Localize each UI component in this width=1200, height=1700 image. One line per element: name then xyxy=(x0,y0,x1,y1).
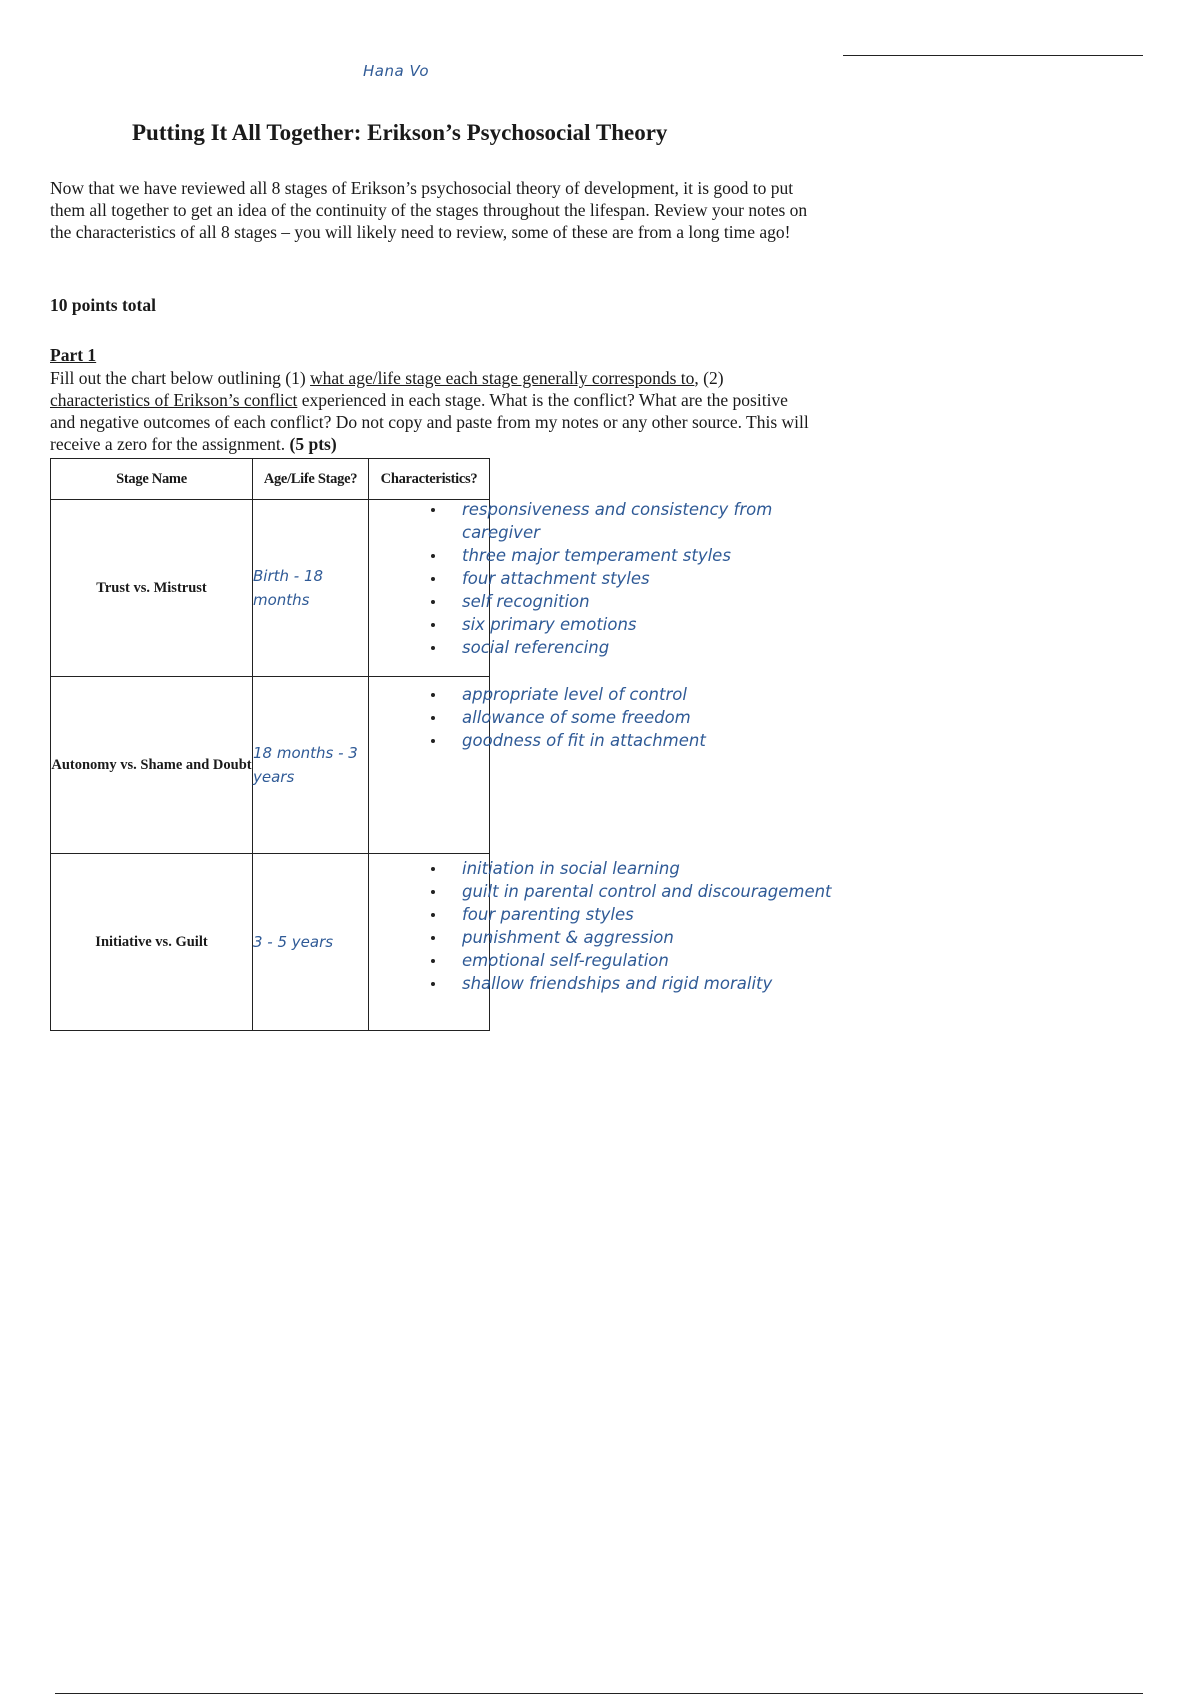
stage-name-cell: Trust vs. Mistrust xyxy=(51,500,253,677)
header-stage-name: Stage Name xyxy=(51,459,253,500)
list-item: shallow friendships and rigid morality xyxy=(462,972,832,995)
stage-name-cell: Autonomy vs. Shame and Doubt xyxy=(51,677,253,854)
part-1-heading: Part 1 xyxy=(50,345,97,365)
characteristics-list-initiative xyxy=(462,857,832,995)
stage-name-cell: Initiative vs. Guilt xyxy=(51,854,253,1031)
list-item: four parenting styles xyxy=(462,903,832,926)
list-item: allowance of some freedom xyxy=(462,706,832,729)
list-item: punishment & aggression xyxy=(462,926,832,949)
list-item: six primary emotions xyxy=(462,613,832,636)
table-header-row xyxy=(51,459,490,500)
characteristics-list-autonomy xyxy=(462,683,832,752)
erikson-stages-table xyxy=(50,458,490,1031)
list-item: social referencing xyxy=(462,636,832,659)
list-item: goodness of fit in attachment xyxy=(462,729,832,752)
page-bottom-rule xyxy=(55,1693,1143,1694)
characteristics-list-trust xyxy=(462,498,832,659)
list-item: four attachment styles xyxy=(462,567,832,590)
list-item: guilt in parental control and discouragement xyxy=(462,882,832,901)
age-cell[interactable]: Birth - 18 months xyxy=(253,500,369,677)
part-1-instructions: Fill out the chart below outlining (1) what age/life stage each stage generally corresponds to, (2) characteristics of Erikson’s conflict experienced in each stage. What is the conflict? What are the positive and negative outcomes of each conflict? Do not copy and paste from my notes or any other source. This will receive a zero for the assignment. (5 pts) xyxy=(50,368,809,454)
signature-line xyxy=(843,55,1143,56)
list-item: three major temperament styles xyxy=(462,544,832,567)
age-cell[interactable]: 18 months - 3 years xyxy=(253,677,369,854)
document-title: Putting It All Together: Erikson’s Psychosocial Theory xyxy=(132,120,668,145)
list-item: responsiveness and consistency from caregiver xyxy=(462,498,832,544)
table-row xyxy=(51,500,490,677)
list-item: appropriate level of control xyxy=(462,683,832,706)
table-row xyxy=(51,677,490,854)
table-row xyxy=(51,854,490,1031)
list-item: initiation in social learning xyxy=(462,857,832,880)
age-cell[interactable]: 3 - 5 years xyxy=(253,854,369,1031)
points-total: 10 points total xyxy=(50,295,156,315)
list-item: emotional self-regulation xyxy=(462,949,832,972)
intro-paragraph: Now that we have reviewed all 8 stages of Erikson’s psychosocial theory of development, it is good to put them all together to get an idea of the continuity of the stages throughout the lifespan. Review your notes on the characteristics of all 8 stages – you will likely need to review, some of these are from a long time ago! xyxy=(50,178,808,242)
student-name: Hana Vo xyxy=(363,62,429,80)
header-characteristics: Characteristics? xyxy=(369,459,490,500)
list-item: self recognition xyxy=(462,590,832,613)
header-age-life-stage: Age/Life Stage? xyxy=(253,459,369,500)
